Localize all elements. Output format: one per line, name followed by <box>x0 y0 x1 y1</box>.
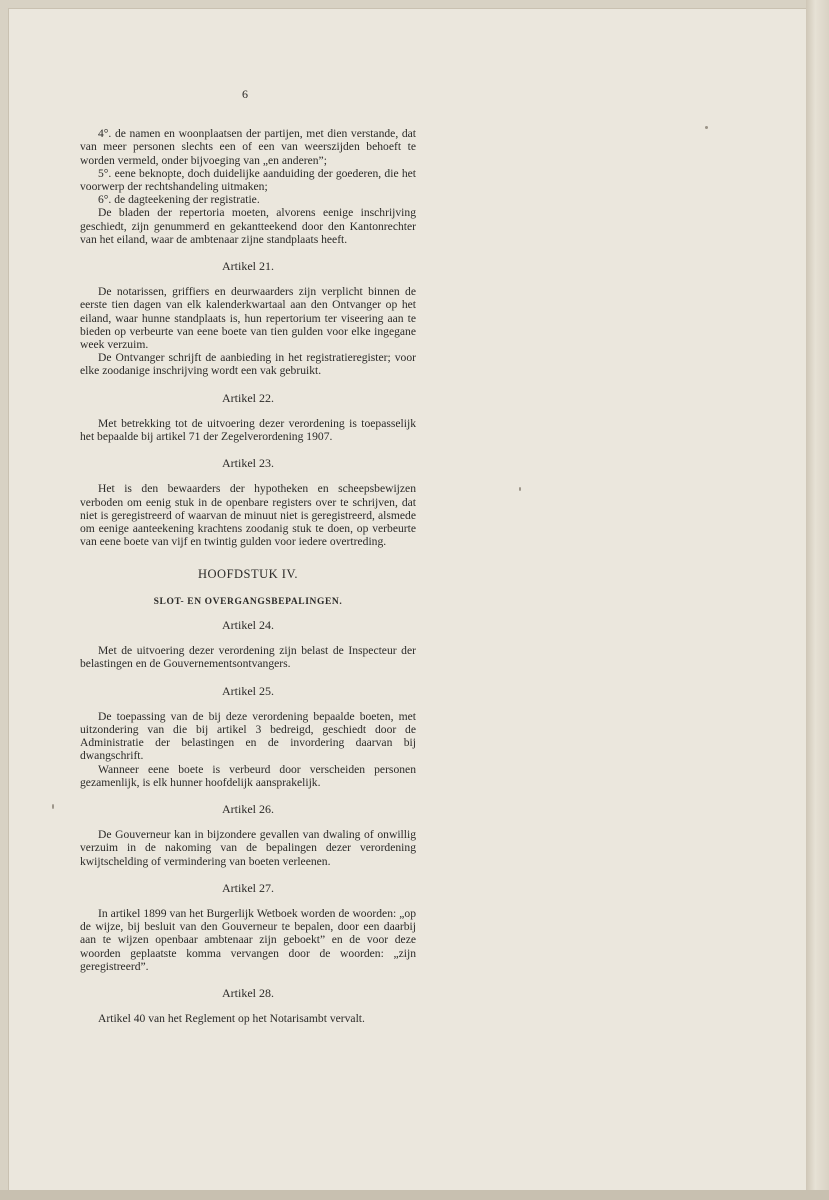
paragraph: De toepassing van de bij deze verordening bepaalde boeten, met uitzondering van die bij artikel 3 bedreigd, geschiedt door de Administratie der belastingen en de invordering daarvan bij dwangschrift. <box>80 709 416 763</box>
article-heading: Artikel 28. <box>222 985 274 1000</box>
clause-5: 5°. eene beknopte, doch duidelijke aanduiding der goederen, die het voorwerp der rechtshandeling uitmaken; <box>80 166 416 194</box>
paper-speck <box>52 804 54 809</box>
paper-speck <box>705 126 708 129</box>
clause-6: 6°. de dagteekening der registratie. <box>98 193 260 207</box>
chapter-heading: HOOFDSTUK IV. <box>197 567 299 582</box>
paragraph: Met de uitvoering dezer verordening zijn belast de Inspecteur der belastingen en de Gouvernementsontvangers. <box>80 644 416 671</box>
paragraph: De bladen der repertoria moeten, alvorens eenige inschrijving geschiedt, zijn genummerd en gekantteekend door den Kantonrechter van het eiland, waar de ambtenaar zijne standplaats heeft. <box>80 206 416 246</box>
paragraph: Met betrekking tot de uitvoering dezer verordening is toepasselijk het bepaalde bij artikel 71 der Zegelverordening 1907. <box>80 416 416 444</box>
article-heading: Artikel 23. <box>222 456 274 471</box>
paragraph: Artikel 40 van het Reglement op het Notarisambt vervalt. <box>98 1012 365 1026</box>
page-edge-right <box>806 0 829 1200</box>
paragraph: Wanneer eene boete is verbeurd door verscheiden personen gezamenlijk, is elk hunner hoofdelijk aansprakelijk. <box>80 762 416 789</box>
article-heading: Artikel 27. <box>222 880 274 895</box>
article-heading: Artikel 26. <box>222 801 274 816</box>
paragraph: In artikel 1899 van het Burgerlijk Wetboek worden de woorden: „op de wijze, bij besluit van den Gouverneur te bepalen, door een daarbij aan te wijzen openbaar ambtenaar zijn geboekt” en de voor deze woorden geplaatste komma vervangen door de woorden: „zijn geregistreerd”. <box>80 906 416 973</box>
clause-4: 4°. de namen en woonplaatsen der partijen, met dien verstande, dat van meer personen slechts een of een van weerszijden behoeft te worden vermeld, onder bijvoeging van „en anderen”; <box>80 127 416 167</box>
article-heading: Artikel 22. <box>222 390 274 405</box>
page-number: 6 <box>242 87 248 101</box>
paragraph: Het is den bewaarders der hypotheken en scheepsbewijzen verboden om eenig stuk in de openbare registers over te schrijven, dat niet is geregistreerd of waarvan de minuut niet is geregistreerd, alsmede om eenige aanteekening krachtens zoodanig stuk te doen, op verbeurte van eene boete van vijf en twintig gulden voor iedere overtreding. <box>80 482 416 549</box>
paper-speck <box>519 487 521 491</box>
article-heading: Artikel 25. <box>222 683 274 698</box>
chapter-subheading: SLOT- EN OVERGANGSBEPALINGEN. <box>153 596 343 607</box>
article-heading: Artikel 21. <box>222 259 274 274</box>
article-heading: Artikel 24. <box>222 617 274 632</box>
page-edge-bottom <box>0 1190 829 1200</box>
paragraph: De Gouverneur kan in bijzondere gevallen van dwaling of onwillig verzuim in de nakoming van de bepalingen dezer verordening kwijtschelding of vermindering van boeten verleenen. <box>80 828 416 868</box>
document-body <box>80 88 416 1025</box>
paragraph: De Ontvanger schrijft de aanbieding in het registratieregister; voor elke zoodanige inschrijving wordt een vak gebruikt. <box>80 351 416 378</box>
paragraph: De notarissen, griffiers en deurwaarders zijn verplicht binnen de eerste tien dagen van elk kalenderkwartaal aan den Ontvanger op het eiland, waar hunne standplaats is, hun repertorium ter viseering aan te bieden op verbeurte van eene boete van tien gulden voor elke ingegane week verzuim. <box>80 285 416 352</box>
